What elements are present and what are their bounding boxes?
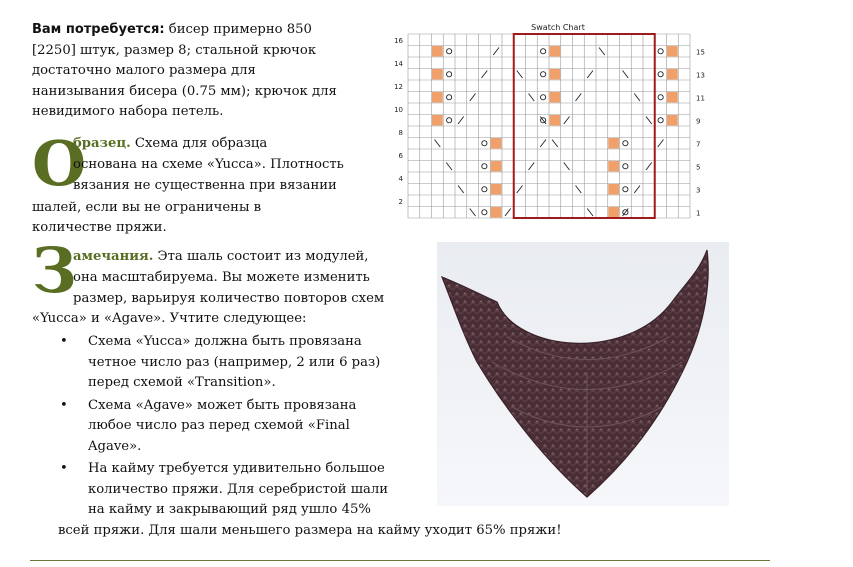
notes-line-1: амечания. Эта шаль состоит из модулей, (73, 249, 369, 264)
bead-symbol (491, 184, 502, 195)
row-label: 5 (696, 163, 701, 172)
notes-line-3: размер, варьируя количество повторов схем (73, 291, 385, 306)
yarn-over-symbol (447, 72, 452, 77)
bead-symbol (491, 207, 502, 218)
row-label: 6 (398, 151, 403, 160)
chart-symbols (432, 46, 678, 218)
k2tog-symbol (470, 94, 476, 102)
yarn-over-symbol (658, 72, 663, 77)
bead-symbol (432, 69, 443, 80)
sample-line-4: шалей, если вы не ограничены в (32, 200, 262, 215)
row-label: 3 (696, 186, 701, 195)
bead-symbol (550, 92, 561, 103)
notes-heading: амечания. (73, 249, 154, 264)
yarn-over-symbol (482, 210, 487, 215)
k2tog-symbol (564, 117, 570, 125)
bead-symbol (550, 69, 561, 80)
ssk-symbol (576, 186, 582, 194)
yarn-over-symbol (658, 95, 663, 100)
row-label: 11 (696, 94, 705, 103)
k2tog-symbol (658, 140, 664, 148)
bead-symbol (667, 46, 678, 57)
notes-dropcap: З (32, 234, 77, 307)
k2tog-symbol (646, 163, 652, 171)
ssk-symbol (529, 94, 535, 102)
row-label: 14 (394, 59, 403, 68)
shawl-photo (437, 242, 729, 506)
bead-symbol (667, 69, 678, 80)
row-label: 16 (394, 36, 403, 45)
k2tog-symbol (634, 186, 640, 194)
yarn-over-symbol (541, 49, 546, 54)
list-item: • Схема «Agave» может быть провязана любое число раз перед схемой «Final Agave». (58, 396, 562, 458)
bead-symbol (608, 184, 619, 195)
list-item: • На кайму требуется удивительно большое количество пряжи. Для серебристой шали на кайму и закрывающий ряд ушло 45% всей пряжи. Для шали меньшего размера на кайму уходит 65% пряжи! (58, 459, 562, 541)
notes-line-4: «Yucca» и «Agave». Учтите следующее: (32, 311, 307, 326)
bead-symbol (608, 138, 619, 149)
footer-divider (30, 560, 770, 561)
row-label: 7 (696, 140, 701, 149)
requirements-label: Вам потребуется: (32, 22, 165, 37)
k2tog-symbol (493, 48, 499, 56)
yarn-over-symbol (482, 187, 487, 192)
swatch-chart (388, 20, 728, 222)
yarn-over-symbol (541, 95, 546, 100)
sample-line-5: количестве пряжи. (32, 220, 167, 235)
ssk-symbol (446, 163, 452, 171)
swatch-chart-title: Swatch Chart (531, 23, 585, 32)
requirements-text: Вам потребуется: бисер примерно 850 [2250] штук, размер 8; стальной крючок достаточно малого размера для нанизывания бисера (0.75 мм); крючок для невидимого набора петель. (32, 22, 337, 119)
ssk-symbol (552, 140, 558, 148)
ssk-symbol (646, 117, 652, 125)
shawl-photo-svg (437, 242, 729, 506)
row-label: 12 (394, 82, 403, 91)
chart-row-labels (394, 37, 705, 218)
bead-symbol (432, 46, 443, 57)
yarn-over-symbol (623, 141, 628, 146)
ssk-symbol (564, 163, 570, 171)
k2tog-symbol (482, 71, 488, 79)
yarn-over-symbol (623, 187, 628, 192)
bead-symbol (432, 92, 443, 103)
sample-heading: бразец. (73, 136, 131, 151)
row-label: 4 (398, 174, 403, 183)
yarn-over-symbol (623, 164, 628, 169)
yarn-over-symbol (541, 72, 546, 77)
sample-dropcap: О (32, 127, 87, 200)
bead-symbol (667, 115, 678, 126)
ssk-symbol (435, 140, 441, 148)
yarn-over-symbol (658, 118, 663, 123)
yarn-over-symbol (482, 164, 487, 169)
yarn-over-symbol (658, 49, 663, 54)
sample-line-3: вязания не существенна при вязании (73, 178, 337, 193)
notes-line-2: она масштабируема. Вы можете изменить (73, 270, 370, 285)
ssk-symbol (470, 209, 476, 217)
bead-symbol (491, 138, 502, 149)
row-label: 13 (696, 71, 705, 80)
list-item: • Схема «Yucca» должна быть провязана четное число раз (например, 2 или 6 раз) перед схемой «Transition». (58, 332, 562, 394)
row-label: 15 (696, 48, 705, 57)
yarn-over-symbol (447, 49, 452, 54)
bead-symbol (432, 115, 443, 126)
ssk-symbol (623, 71, 629, 79)
k2tog-symbol (458, 117, 464, 125)
yarn-over-symbol (447, 95, 452, 100)
ssk-symbol (517, 71, 523, 79)
bead-symbol (608, 161, 619, 172)
k2tog-symbol (587, 71, 593, 79)
k2tog-symbol (517, 186, 523, 194)
ssk-symbol (587, 209, 593, 217)
row-label: 10 (394, 105, 403, 114)
row-label: 9 (696, 117, 701, 126)
chart-grid (408, 34, 690, 218)
yarn-over-symbol (482, 141, 487, 146)
bead-symbol (608, 207, 619, 218)
swatch-chart-svg (388, 20, 728, 222)
k2tog-symbol (505, 209, 511, 217)
row-label: 1 (696, 209, 701, 218)
ssk-symbol (458, 186, 464, 194)
row-label: 2 (398, 197, 403, 206)
k2tog-symbol (576, 94, 582, 102)
ssk-symbol (634, 94, 640, 102)
sample-line-1: бразец. Схема для образца (73, 136, 268, 151)
bead-symbol (667, 92, 678, 103)
yarn-over-symbol (447, 118, 452, 123)
bead-symbol (550, 46, 561, 57)
row-label: 8 (398, 128, 403, 137)
bead-symbol (491, 161, 502, 172)
bead-symbol (550, 115, 561, 126)
k2tog-symbol (529, 163, 535, 171)
k2tog-symbol (540, 140, 546, 148)
ssk-symbol (599, 48, 605, 56)
sample-line-2: основана на схеме «Yucca». Плотность (73, 157, 344, 172)
